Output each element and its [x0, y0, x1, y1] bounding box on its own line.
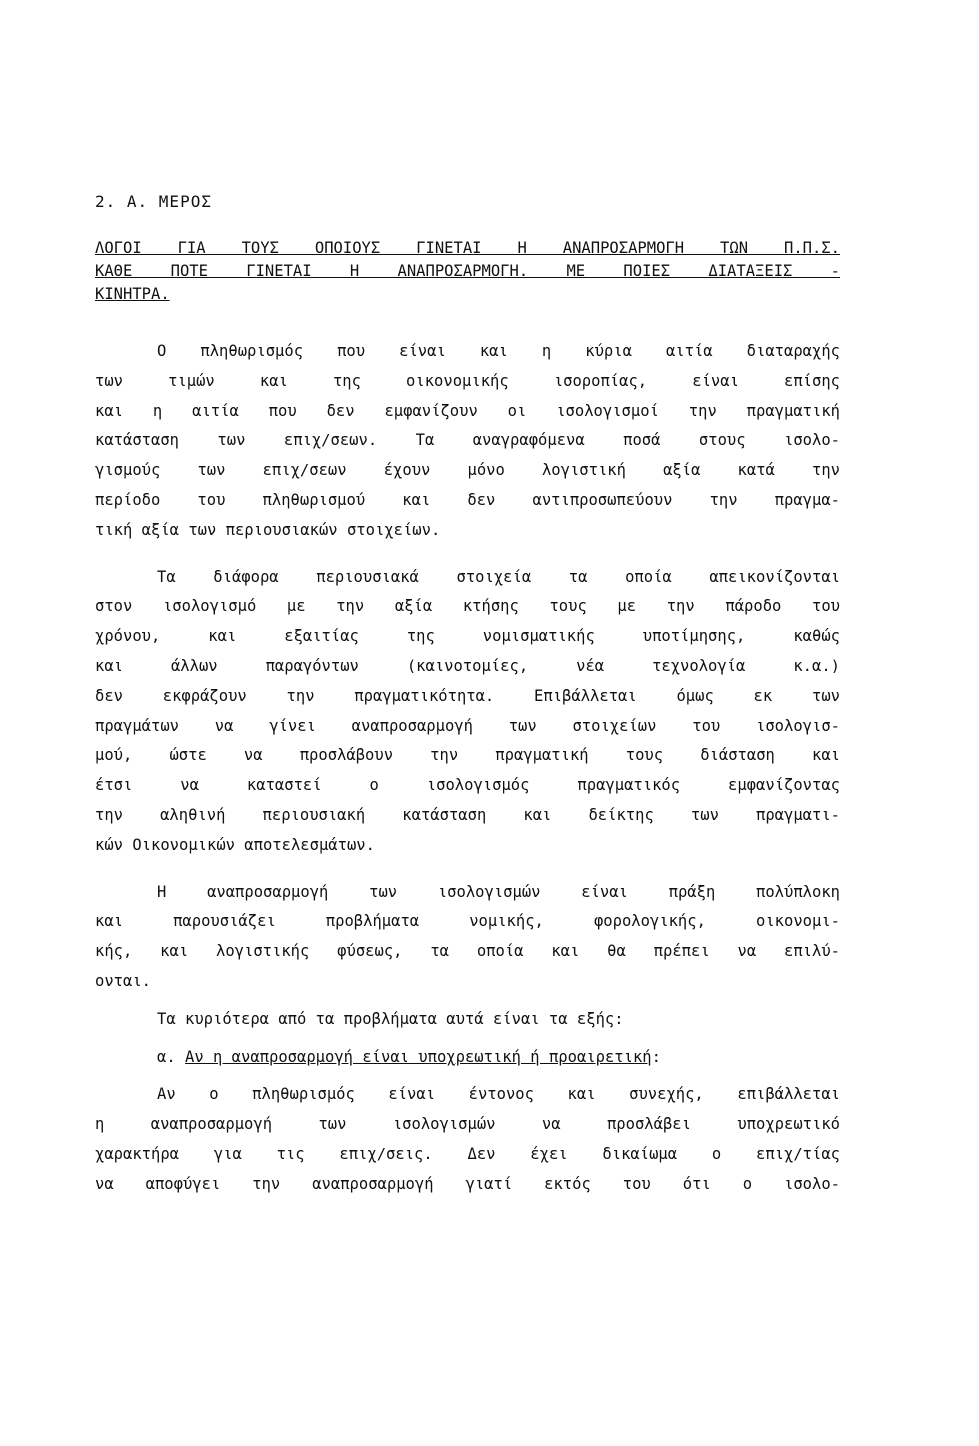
- paragraph-line: και παρουσιάζει προβλήματα νομικής, φορολογικής, οικονομι-: [95, 912, 840, 931]
- heading-line-2: ΚΑΘΕ ΠΟΤΕ ΓΙΝΕΤΑΙ Η ΑΝΑΠΡΟΣΑΡΜΟΓΗ. ΜΕ ΠΟΙΕΣ ΔΙΑΤΑΞΕΙΣ -: [95, 262, 840, 280]
- paragraph-1: [95, 337, 840, 546]
- paragraph-5: [95, 1080, 840, 1199]
- heading-line-1: ΛΟΓΟΙ ΓΙΑ ΤΟΥΣ ΟΠΟΙΟΥΣ ΓΙΝΕΤΑΙ Η ΑΝΑΠΡΟΣΑΡΜΟΓΗ ΤΩΝ Π.Π.Σ.: [95, 239, 840, 257]
- document-page: [95, 192, 840, 1200]
- paragraph-line: την αληθινή περιουσιακή κατάσταση και δείκτης των πραγματι-: [95, 805, 840, 824]
- paragraph-line: δεν εκφράζουν την πραγματικότητα. Επιβάλλεται όμως εκ των: [95, 686, 840, 705]
- item-a-title: Αν η αναπροσαρμογή είναι υποχρεωτική ή προαιρετική: [185, 1047, 652, 1066]
- paragraph-line: κών Οικονομικών αποτελεσμάτων.: [95, 835, 375, 854]
- paragraph-line: Τα κυριότερα από τα προβλήματα αυτά είναι τα εξής:: [157, 1009, 624, 1028]
- paragraph-line: Αν ο πληθωρισμός είναι έντονος και συνεχής, επιβάλλεται: [157, 1085, 840, 1104]
- paragraph-3: [95, 878, 840, 997]
- item-a-heading: [95, 1043, 840, 1073]
- paragraph-line: Ο πληθωρισμός που είναι και η κύρια αιτία διαταραχής: [157, 342, 840, 360]
- paragraph-line: η αναπροσαρμογή των ισολογισμών να προσλάβει υποχρεωτικό: [95, 1115, 840, 1134]
- paragraph-line: κής, και λογιστικής φύσεως, τα οποία και θα πρέπει να επιλύ-: [95, 942, 840, 961]
- paragraph-line: να αποφύγει την αναπροσαρμογή γιατί εκτός του ότι ο ισολο-: [95, 1174, 840, 1193]
- paragraph-line: ονται.: [95, 971, 151, 990]
- paragraph-line: και άλλων παραγόντων (καινοτομίες, νέα τεχνολογία κ.α.): [95, 656, 840, 675]
- item-a-line: [95, 1043, 840, 1073]
- paragraph-line: χρόνου, και εξαιτίας της νομισματικής υποτίμησης, καθώς: [95, 627, 840, 646]
- section-heading: [95, 237, 840, 306]
- paragraph-line: έτσι να καταστεί ο ισολογισμός πραγματικός εμφανίζοντας: [95, 776, 840, 795]
- item-a-marker: α.: [157, 1047, 176, 1066]
- paragraph-line: μού, ώστε να προσλάβουν την πραγματική τους διάσταση και: [95, 746, 840, 765]
- paragraph-line: και η αιτία που δεν εμφανίζουν οι ισολογισμοί την πραγματική: [95, 401, 840, 420]
- paragraph-line: τική αξία των περιουσιακών στοιχείων.: [95, 520, 441, 539]
- paragraph-line: των τιμών και της οικονομικής ισοροπίας, είναι επίσης: [95, 371, 840, 390]
- paragraph-line: κατάσταση των επιχ/σεων. Τα αναγραφόμενα ποσά στους ισολο-: [95, 431, 840, 450]
- paragraph-2: [95, 563, 840, 861]
- paragraph-line: γισμούς των επιχ/σεων έχουν μόνο λογιστική αξία κατά την: [95, 461, 840, 480]
- paragraph-4: [95, 1005, 840, 1035]
- section-number: 2. Α. ΜΕΡΟΣ: [95, 192, 212, 211]
- paragraph-line: Η αναπροσαρμογή των ισολογισμών είναι πράξη πολύπλοκη: [157, 882, 840, 901]
- paragraph-line: πραγμάτων να γίνει αναπροσαρμογή των στοιχείων του ισολογισ-: [95, 716, 840, 735]
- item-a-suffix: :: [651, 1047, 661, 1066]
- paragraph-line: χαρακτήρα για τις επιχ/σεις. Δεν έχει δικαίωμα ο επιχ/τίας: [95, 1144, 840, 1163]
- paragraph-line: στον ισολογισμό με την αξία κτήσης τους με την πάροδο του: [95, 597, 840, 616]
- paragraph-line: περίοδο του πληθωρισμού και δεν αντιπροσωπεύουν την πραγμα-: [95, 490, 840, 509]
- paragraph-line: Τα διάφορα περιουσιακά στοιχεία τα οποία απεικονίζονται: [157, 567, 840, 586]
- heading-line-3: ΚΙΝΗΤΡΑ.: [95, 285, 170, 303]
